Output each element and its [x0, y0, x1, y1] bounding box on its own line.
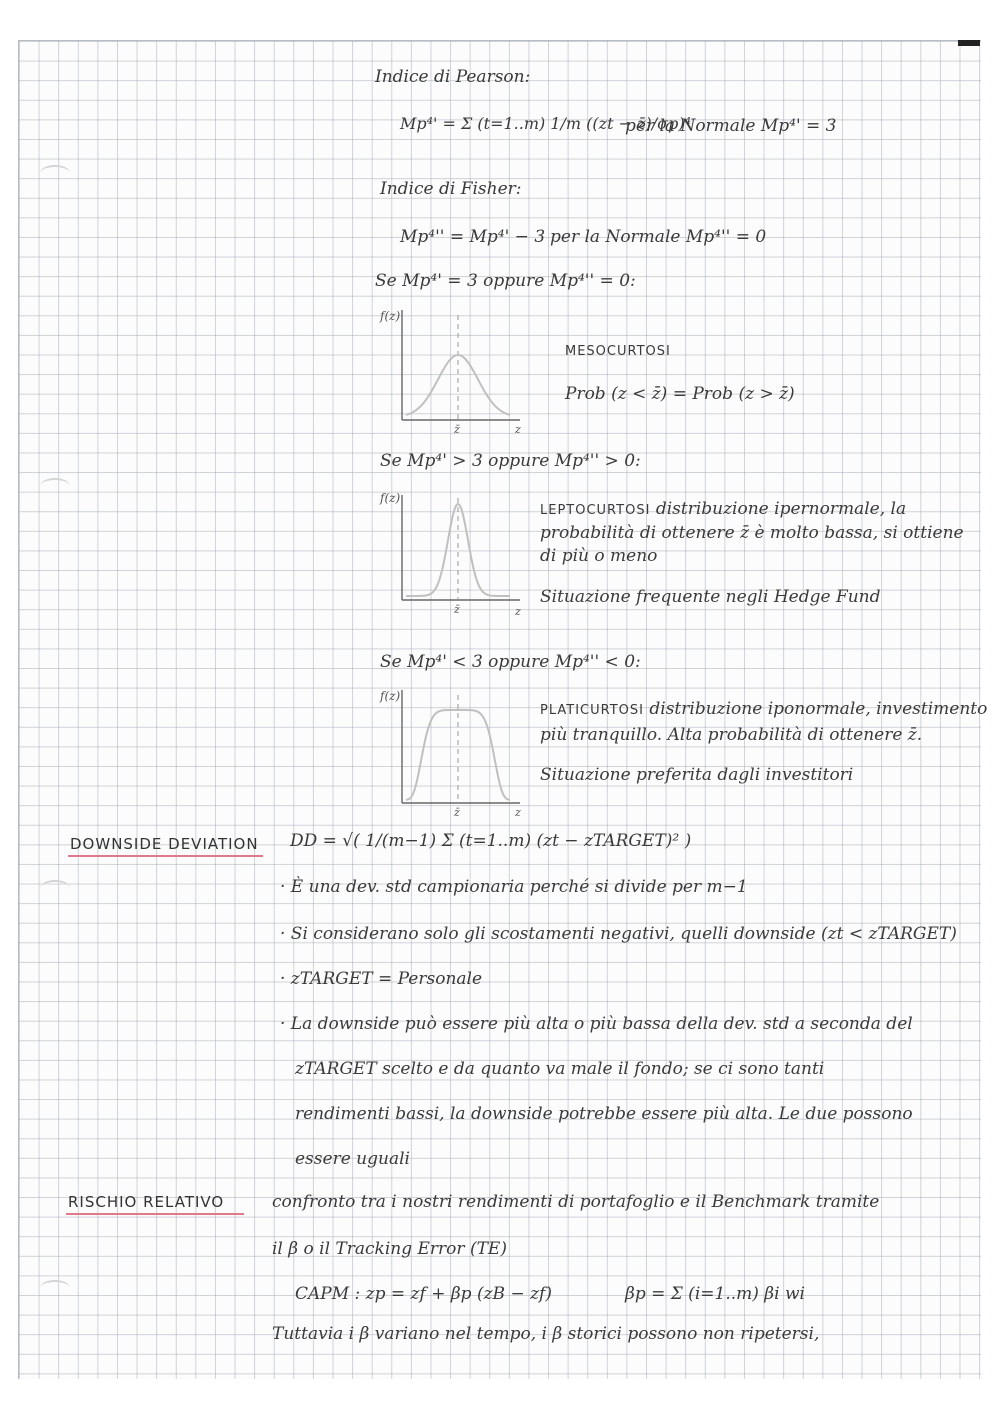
- downside-bullet3: · zTARGET = Personale: [280, 969, 483, 989]
- meso-ylabel: f(z): [380, 309, 401, 323]
- pearson-title: Indice di Pearson:: [375, 67, 531, 87]
- rischio-line2: il β o il Tracking Error (TE): [272, 1239, 507, 1259]
- fisher-title: Indice di Fisher:: [380, 179, 522, 199]
- meso-curve-plot: [380, 305, 530, 444]
- binder-hole-mark: [40, 1280, 70, 1296]
- downside-bullet4a: · La downside può essere più alta o più bassa della dev. std a seconda del: [280, 1014, 913, 1034]
- plati-condition: Se Mp⁴' < 3 oppure Mp⁴'' < 0:: [380, 652, 641, 672]
- fisher-note: per la Normale Mp⁴'' = 0: [550, 227, 767, 247]
- pearson-note: per la Normale Mp⁴' = 3: [625, 116, 837, 136]
- lepto-curve-plot: [380, 490, 530, 629]
- rischio-capm: CAPM : zp = zf + βp (zB − zf): [295, 1284, 552, 1304]
- downside-heading: DOWNSIDE DEVIATION: [70, 835, 259, 853]
- binder-hole-mark: [40, 165, 70, 181]
- lepto-line3: di più o meno: [540, 546, 658, 566]
- downside-bullet4c: rendimenti bassi, la downside potrebbe essere più alta. Le due possono: [295, 1104, 913, 1124]
- lepto-line1: distribuzione ipernormale, la: [655, 499, 907, 519]
- lepto-ylabel: f(z): [380, 491, 401, 505]
- meso-prob: Prob (z < z̄) = Prob (z > z̄): [565, 384, 795, 404]
- lepto-x: z: [515, 605, 521, 618]
- downside-bullet1: · È una dev. std campionaria perché si divide per m−1: [280, 877, 748, 897]
- plati-text-line1: [540, 700, 987, 719]
- rischio-line1: confronto tra i nostri rendimenti di portafoglio e il Benchmark tramite: [272, 1192, 880, 1212]
- corner-mark: [958, 40, 980, 46]
- binder-hole-mark: [40, 880, 70, 896]
- plati-label: PLATICURTOSI: [540, 703, 644, 718]
- lepto-text-line1: [540, 500, 906, 519]
- lepto-label: LEPTOCURTOSI: [540, 503, 651, 518]
- meso-condition: Se Mp⁴' = 3 oppure Mp⁴'' = 0:: [375, 271, 636, 291]
- plati-line2: più tranquillo. Alta probabilità di ottenere z̄.: [540, 725, 923, 745]
- plati-line3: Situazione preferita dagli investitori: [540, 765, 854, 785]
- meso-x: z: [515, 423, 521, 436]
- rischio-underline: [66, 1213, 244, 1215]
- plati-ylabel: f(z): [380, 689, 401, 703]
- plati-xbar: z̄: [454, 806, 460, 819]
- downside-bullet2: · Si considerano solo gli scostamenti negativi, quelli downside (zt < zTARGET): [280, 924, 957, 944]
- lepto-xbar: z̄: [454, 603, 460, 616]
- binder-hole-mark: [40, 478, 70, 494]
- downside-underline: [68, 855, 263, 857]
- plati-line1: distribuzione iponormale, investimento: [649, 699, 988, 719]
- rischio-beta: βp = Σ (i=1..m) βi wi: [625, 1284, 805, 1304]
- plati-x: z: [515, 806, 521, 819]
- rischio-heading: RISCHIO RELATIVO: [68, 1193, 225, 1211]
- plati-curve-plot: [380, 685, 530, 824]
- lepto-line4: Situazione frequente negli Hedge Fund: [540, 587, 881, 607]
- lepto-condition: Se Mp⁴' > 3 oppure Mp⁴'' > 0:: [380, 451, 641, 471]
- rischio-line3: Tuttavia i β variano nel tempo, i β storici possono non ripetersi,: [272, 1324, 820, 1344]
- lepto-line2: probabilità di ottenere z̄ è molto bassa, si ottiene: [540, 523, 964, 543]
- fisher-formula: Mp⁴'' = Mp⁴' − 3: [400, 227, 546, 247]
- meso-xbar: z̄: [454, 423, 460, 436]
- downside-bullet4b: zTARGET scelto e da quanto va male il fondo; se ci sono tanti: [295, 1059, 825, 1079]
- downside-bullet4d: essere uguali: [295, 1149, 410, 1169]
- meso-label: MESOCURTOSI: [565, 344, 671, 359]
- pearson-formula: Mp⁴' = Σ (t=1..m) 1/m ((zt − z̄)/σp)⁴: [400, 114, 691, 133]
- downside-formula: DD = √( 1/(m−1) Σ (t=1..m) (zt − zTARGET)² ): [290, 831, 692, 851]
